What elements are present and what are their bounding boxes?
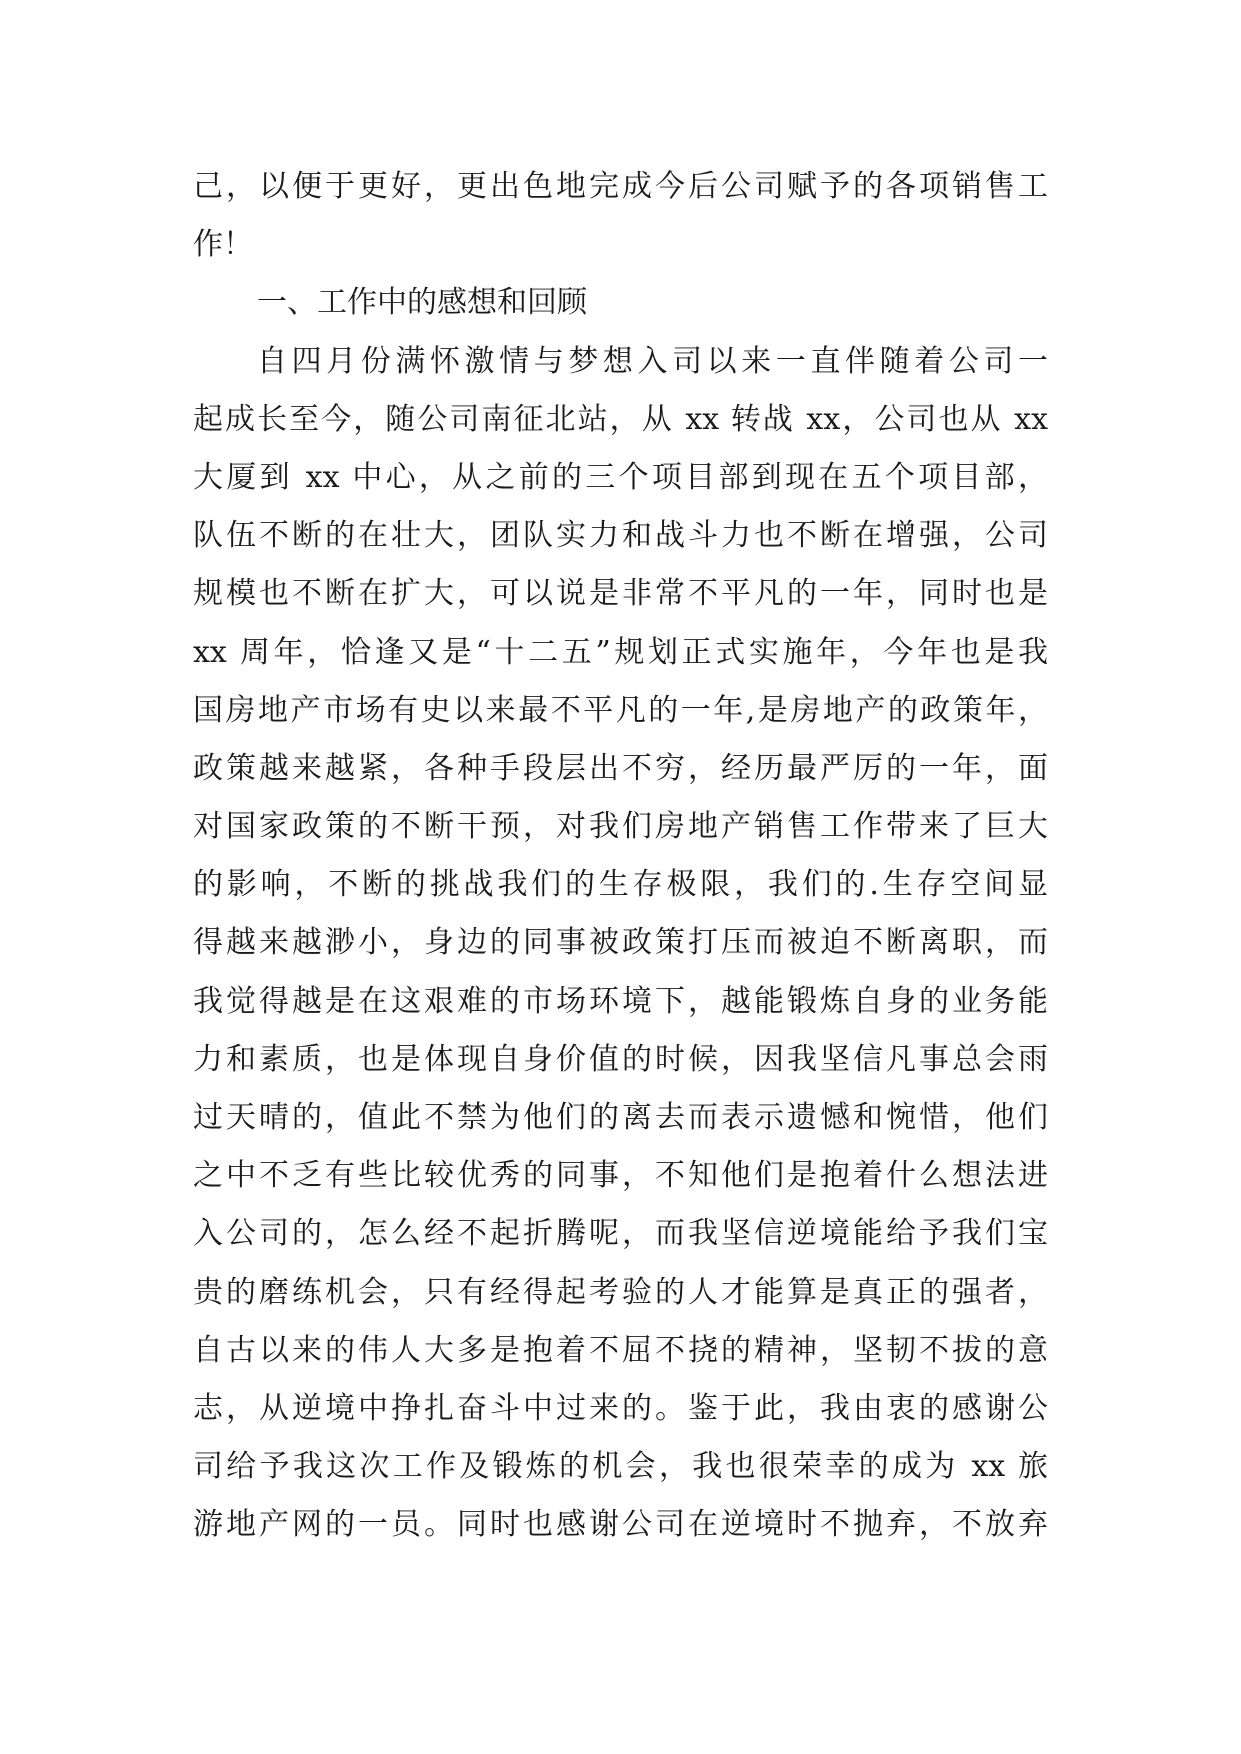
text-line: 国房地产市场有史以来最不平凡的一年,是房地产的政策年， [193, 692, 1048, 728]
text-line: 规模也不断在扩大，可以说是非常不平凡的一年，同时也是 [193, 576, 1048, 612]
text-line: 之中不乏有些比较优秀的同事，不知他们是抱着什么想法进 [193, 1158, 1048, 1194]
text-line: 对国家政策的不断干预，对我们房地产销售工作带来了巨大 [193, 809, 1048, 845]
body-text [193, 158, 1048, 1555]
text-line: 游地产网的一员。同时也感谢公司在逆境时不抛弃，不放弃 [193, 1507, 1048, 1543]
text-line: xx 周年，恰逢又是“十二五”规划正式实施年，今年也是我 [193, 634, 1048, 670]
text-line: 得越来越渺小，身边的同事被政策打压而被迫不断离职，而 [193, 925, 1048, 961]
text-line: 作！ [193, 227, 253, 263]
text-line: 自古以来的伟人大多是抱着不屈不挠的精神，坚韧不拔的意 [193, 1332, 1048, 1368]
text-line: 过天晴的，值此不禁为他们的离去而表示遗憾和惋惜，他们 [193, 1100, 1048, 1135]
text-line: 入公司的，怎么经不起折腾呢，而我坚信逆境能给予我们宝 [193, 1216, 1048, 1252]
text-line: 己，以便于更好，更出色地完成今后公司赋予的各项销售工 [193, 169, 1048, 204]
text-line: 自四月份满怀激情与梦想入司以来一直伴随着公司一 [257, 343, 1048, 379]
text-line: 力和素质，也是体现自身价值的时候，因我坚信凡事总会雨 [193, 1041, 1048, 1077]
text-line: 我觉得越是在这艰难的市场环境下，越能锻炼自身的业务能 [193, 983, 1048, 1019]
text-line: 政策越来越紧，各种手段层出不穷，经历最严厉的一年，面 [193, 750, 1048, 786]
text-line: 贵的磨练机会，只有经得起考验的人才能算是真正的强者， [193, 1274, 1048, 1310]
text-line: 的影响，不断的挑战我们的生存极限，我们的.生存空间显 [193, 867, 1048, 903]
text-line: 大厦到 xx 中心，从之前的三个项目部到现在五个项目部， [193, 459, 1048, 495]
text-line: 起成长至今，随公司南征北站，从 xx 转战 xx，公司也从 xx [193, 401, 1048, 437]
section-heading: 一、工作中的感想和回顾 [257, 285, 587, 321]
text-line: 志，从逆境中挣扎奋斗中过来的。鉴于此，我由衷的感谢公 [193, 1390, 1048, 1426]
text-line: 队伍不断的在壮大，团队实力和战斗力也不断在增强，公司 [193, 518, 1048, 554]
text-line: 司给予我这次工作及锻炼的机会，我也很荣幸的成为 xx 旅 [193, 1449, 1048, 1485]
